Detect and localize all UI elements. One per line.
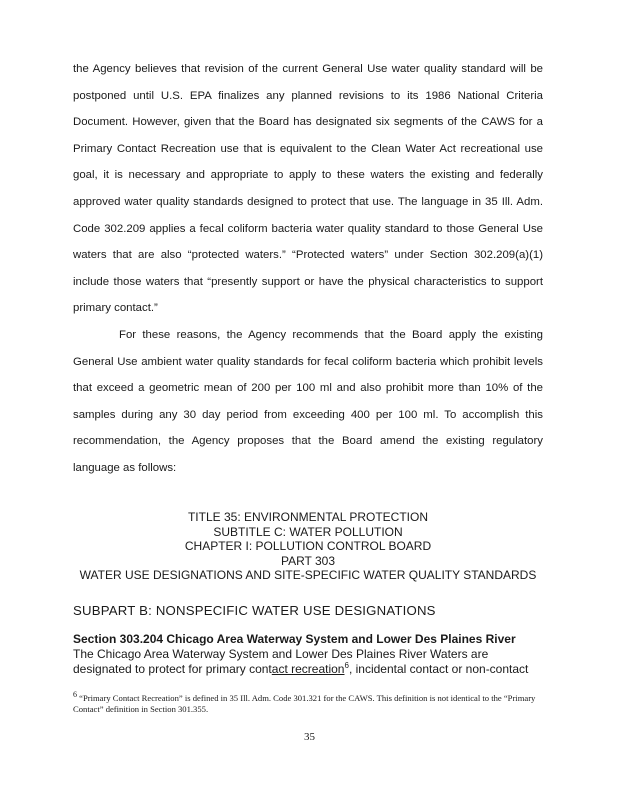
regulation-heading — [73, 510, 543, 583]
paragraph-recommendation: For these reasons, the Agency recommends that the Board apply the existing General Use ambient water quality standards for fecal coliform bacteria which prohibit levels that exceed a geometric mean of 200 per 100 ml and also prohibit more than 10% of the samples during any 30 day period from exceeding 400 per 100 ml. To accomplish this recommendation, the Agency proposes that the Board amend the existing regulatory language as follows: — [73, 328, 543, 474]
section-text-start: The Chicago Area Waterway System and Lower Des Plaines River Waters are designated to protect for primary cont — [73, 647, 489, 676]
part-line: PART 303 — [280, 553, 336, 568]
body-text — [73, 56, 543, 482]
page-number: 35 — [304, 731, 315, 743]
title-line: TITLE 35: ENVIRONMENTAL PROTECTION — [187, 510, 429, 524]
inserted-text: act recreation — [271, 662, 345, 676]
subpart-heading: SUBPART B: NONSPECIFIC WATER USE DESIGNATIONS — [73, 603, 436, 618]
section-block — [73, 632, 543, 677]
footnote-marker: 6 — [73, 690, 77, 700]
chapter-line: CHAPTER I: POLLUTION CONTROL BOARD — [184, 539, 432, 553]
section-text-end: , incidental contact or non-contact — [348, 662, 529, 676]
footnote-reference: 6 — [344, 661, 349, 670]
section-title: Section 303.204 Chicago Area Waterway System and Lower Des Plaines River — [73, 632, 516, 646]
footnote — [73, 690, 543, 715]
subtitle-line: SUBTITLE C: WATER POLLUTION — [213, 524, 403, 539]
section-text — [73, 647, 543, 677]
part-name-line: WATER USE DESIGNATIONS AND SITE-SPECIFIC WATER QUALITY STANDARDS — [79, 568, 537, 582]
footnote-text: “Primary Contact Recreation” is defined in 35 Ill. Adm. Code 301.321 for the CAWS. This definition is not identical to the “Primary Contact” definition in Section 301.355. — [73, 693, 536, 714]
paragraph-agency-belief: the Agency believes that revision of the current General Use water quality standard will be postponed until U.S. EPA finalizes any planned revisions to its 1986 National Criteria Document. However, given that the Board has designated six segments of the CAWS for a Primary Contact Recreation use that is equivalent to the Clean Water Act recreational use goal, it is necessary and appropriate to apply to these waters the existing and federally approved water quality standards designed to protect that use. The language in 35 Ill. Adm. Code 302.209 applies a fecal coliform bacteria water quality standard to those General Use waters that are also “protected waters.” “Protected waters” under Section 302.209(a)(1) include those waters that “presently support or have the physical characteristics to support primary contact.” — [73, 63, 543, 315]
